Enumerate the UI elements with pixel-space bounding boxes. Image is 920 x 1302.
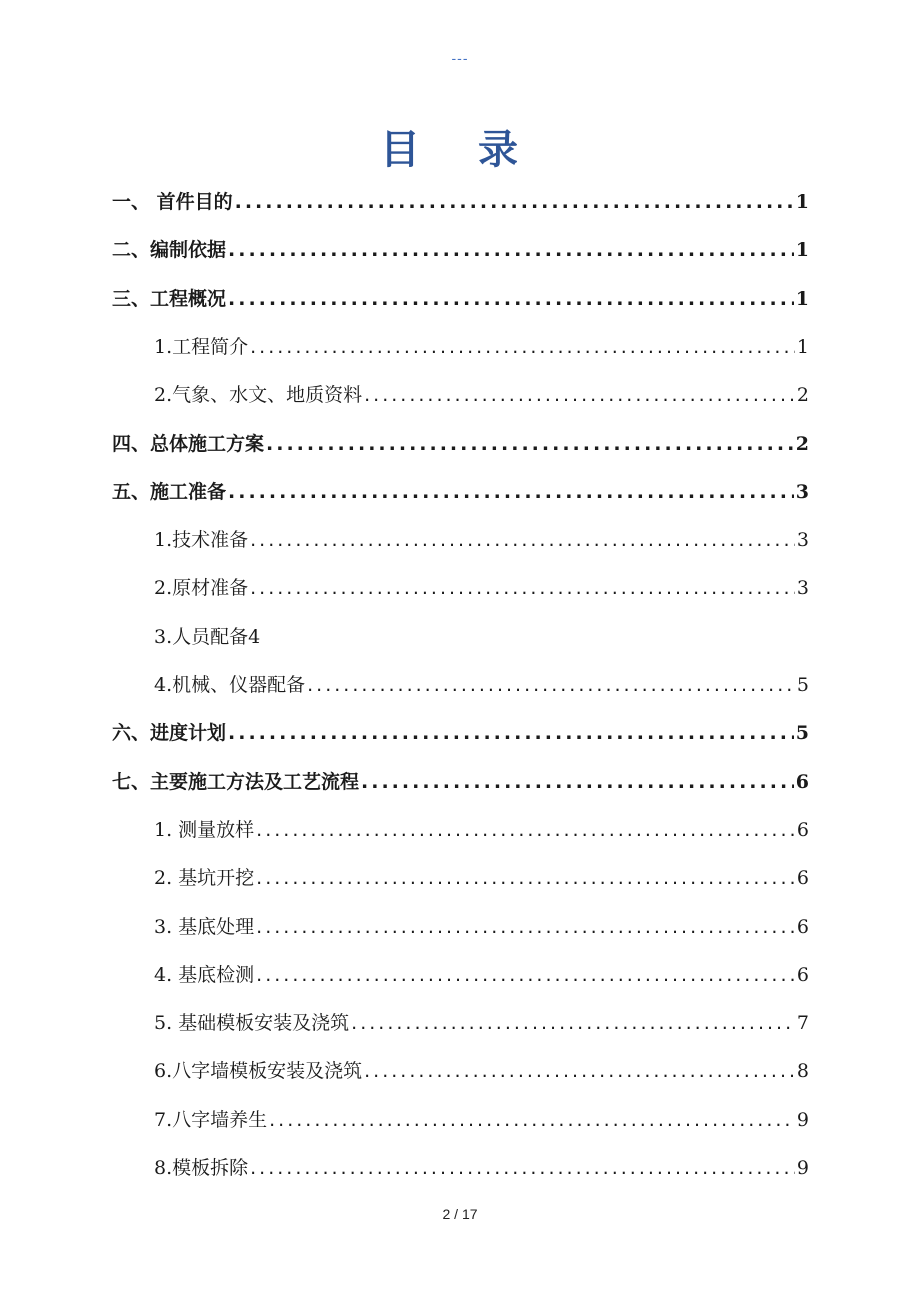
toc-entry-label: 三、工程概况 <box>112 287 227 310</box>
toc-entry-label: 3.人员配备4 <box>154 625 261 648</box>
toc-entry[interactable] <box>154 959 809 991</box>
toc-entry-label: 二、编制依据 <box>112 239 227 262</box>
toc-entry-label: 一、 首件目的 <box>112 191 233 213</box>
toc-entry-page-number: 1 <box>795 287 809 310</box>
toc-entry-label: 1.技术准备 <box>154 529 249 552</box>
toc-entry-page-number: 3 <box>796 529 809 552</box>
toc-entry-page-number: 5 <box>796 674 809 696</box>
toc-entry-page-number: 6 <box>796 915 809 938</box>
toc-dot-leader <box>228 234 794 266</box>
toc-dot-leader <box>256 862 795 894</box>
toc-dot-leader <box>228 283 794 315</box>
toc-entry[interactable] <box>112 766 809 798</box>
toc-dot-leader <box>250 331 795 363</box>
toc-entry[interactable] <box>154 669 809 701</box>
toc-entry[interactable] <box>154 524 809 556</box>
toc-entry[interactable] <box>112 186 809 218</box>
toc-entry[interactable] <box>154 1007 809 1039</box>
toc-entry-page-number: 2 <box>796 384 809 407</box>
toc-entry-label: 5. 基础模板安装及浇筑 <box>154 1012 350 1035</box>
toc-entry-label: 7.八字墙养生 <box>154 1108 268 1131</box>
toc-entry-label: 2. 基坑开挖 <box>154 867 255 890</box>
toc-entry[interactable] <box>154 1104 809 1136</box>
toc-entry-page-number: 6 <box>796 963 809 986</box>
header-mark: --- <box>451 50 469 66</box>
toc-dot-leader <box>256 814 795 846</box>
toc-dot-leader <box>250 572 795 604</box>
toc-entry-label: 六、进度计划 <box>112 722 227 745</box>
toc-dot-leader <box>250 524 795 556</box>
toc-entry[interactable] <box>154 911 809 943</box>
toc-entry-label: 1. 测量放样 <box>154 818 255 841</box>
page-title: 目 录 <box>380 126 540 173</box>
toc-entry-page-number: 3 <box>795 480 809 503</box>
toc-entry[interactable] <box>154 1152 809 1184</box>
toc-dot-leader <box>228 717 794 749</box>
toc-entry-label: 2.原材准备 <box>154 577 249 600</box>
toc-entry-page-number: 7 <box>796 1012 809 1035</box>
toc-entry-page-number: 2 <box>795 432 809 455</box>
toc-dot-leader <box>269 1104 795 1136</box>
toc-entry[interactable] <box>112 283 809 315</box>
toc-dot-leader <box>256 959 795 991</box>
toc-dot-leader <box>250 1152 795 1184</box>
toc-entry[interactable] <box>154 1055 809 1087</box>
toc-entry[interactable] <box>112 476 809 508</box>
toc-entry-page-number: 6 <box>796 867 809 890</box>
toc-dot-leader <box>256 911 795 943</box>
toc-entry[interactable] <box>154 379 809 411</box>
toc-entry-label: 6.八字墙模板安装及浇筑 <box>154 1060 363 1083</box>
toc-entry-page-number: 8 <box>796 1060 809 1083</box>
toc-dot-leader <box>307 669 795 701</box>
toc-entry[interactable] <box>112 717 809 749</box>
toc-entry[interactable] <box>154 331 809 363</box>
toc-entry-label: 五、施工准备 <box>112 480 227 503</box>
toc-entry-page-number: 9 <box>796 1157 809 1179</box>
toc-dot-leader <box>235 186 794 218</box>
toc-entry-label: 1.工程简介 <box>154 335 249 358</box>
toc-entry-page-number: 1 <box>795 239 809 262</box>
toc-entry-page-number: 3 <box>796 577 809 600</box>
toc-entry-label: 四、总体施工方案 <box>112 432 265 455</box>
toc-entry-label: 8.模板拆除 <box>154 1157 249 1179</box>
toc-entry-label: 4.机械、仪器配备 <box>154 674 306 696</box>
toc-dot-leader <box>228 476 794 508</box>
toc-entry[interactable] <box>112 234 809 266</box>
toc-entry[interactable] <box>154 621 809 653</box>
toc-entry[interactable] <box>154 862 809 894</box>
toc-entry[interactable] <box>154 814 809 846</box>
toc-entry-label: 2.气象、水文、地质资料 <box>154 384 363 407</box>
toc-entry-label: 4. 基底检测 <box>154 963 255 986</box>
toc-entry-label: 3. 基底处理 <box>154 915 255 938</box>
toc-entry-page-number: 6 <box>796 818 809 841</box>
toc-dot-leader <box>266 428 794 460</box>
toc-dot-leader <box>361 766 794 798</box>
toc-dot-leader <box>364 379 795 411</box>
page-number-indicator: 2 / 17 <box>442 1206 478 1222</box>
toc-entry-page-number: 1 <box>795 191 809 213</box>
toc-entry-page-number: 1 <box>796 335 809 358</box>
toc-dot-leader <box>364 1055 795 1087</box>
toc-entry-page-number: 6 <box>795 770 809 793</box>
toc-dot-leader <box>351 1007 795 1039</box>
toc-entry-page-number: 9 <box>796 1108 809 1131</box>
toc-entry-label: 七、主要施工方法及工艺流程 <box>112 770 360 793</box>
toc-entry-page-number: 5 <box>795 722 809 745</box>
toc-entry[interactable] <box>112 428 809 460</box>
toc-entry[interactable] <box>154 572 809 604</box>
